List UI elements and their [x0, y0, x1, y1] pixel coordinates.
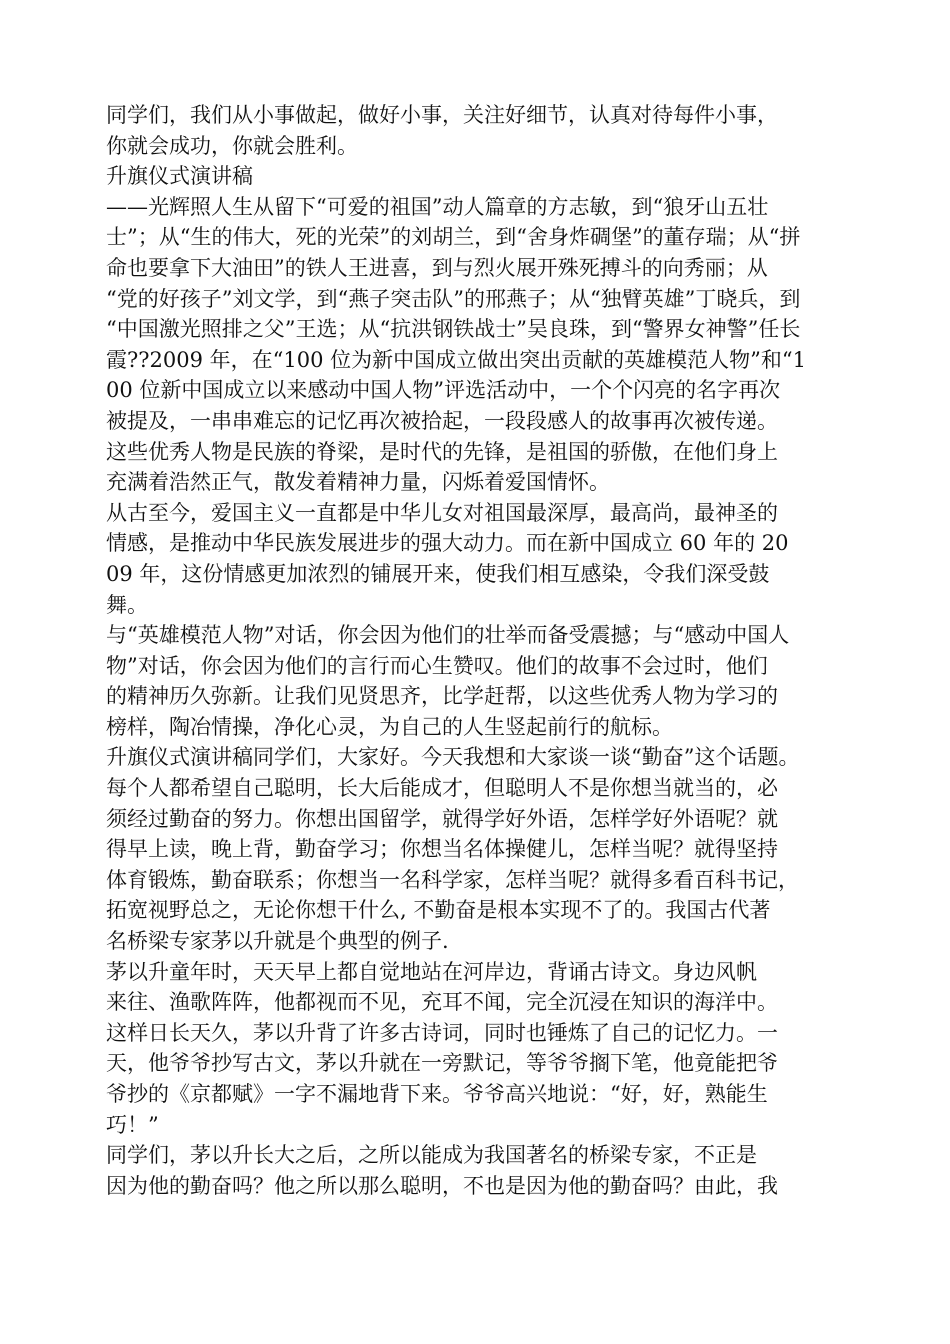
- text-line: 00 位新中国成立以来感动中国人物”评选活动中，一个个闪亮的名字再次: [106, 378, 781, 403]
- text-line: 每个人都希望自己聪明，长大后能成才，但聪明人不是你想当就当的，必: [106, 776, 778, 801]
- text-line: 命也要拿下大油田”的铁人王进喜，到与烈火展开殊死搏斗的向秀丽；从: [106, 255, 768, 280]
- text-line: 被提及，一串串难忘的记忆再次被拾起，一段段感人的故事再次被传递。: [106, 408, 778, 433]
- text-line: “党的好孩子”刘文学，到“燕子突击队”的邢燕子；从“独臂英雄”丁晓兵，到: [106, 286, 801, 311]
- text-line: 名桥梁专家茅以升就是个典型的例子.: [106, 929, 449, 954]
- text-line: 从古至今，爱国主义一直都是中华儿女对祖国最深厚，最高尚，最神圣的: [106, 500, 778, 525]
- text-line: 09 年，这份情感更加浓烈的铺展开来，使我们相互感染，令我们深受鼓: [106, 561, 770, 586]
- text-line: 同学们，我们从小事做起，做好小事，关注好细节，认真对待每件小事，: [106, 103, 778, 127]
- text-line: 与“英雄模范人物”对话，你会因为他们的壮举而备受震撼；与“感动中国人: [106, 623, 790, 648]
- section-heading: 升旗仪式演讲稿: [106, 164, 253, 189]
- text-line: 霞??2009 年，在“100 位为新中国成立做出突出贡献的英雄模范人物”和“1: [106, 347, 806, 372]
- text-line: 舞。: [106, 592, 148, 617]
- text-line: 充满着浩然正气，散发着精神力量，闪烁着爱国情怀。: [106, 470, 610, 495]
- text-line: 物”对话，你会因为他们的言行而心生赞叹。他们的故事不会过时，他们: [106, 653, 768, 678]
- text-line: 的精神历久弥新。让我们见贤思齐，比学赶帮，以这些优秀人物为学习的: [106, 684, 778, 709]
- text-line: 情感，是推动中华民族发展进步的强大动力。而在新中国成立 60 年的 20: [106, 531, 789, 556]
- text-line: 茅以升童年时，天天早上都自觉地站在河岸边，背诵古诗文。身边风帆: [106, 959, 757, 984]
- text-line: 你就会成功，你就会胜利。: [106, 133, 358, 158]
- text-line: 这样日长天久，茅以升背了许多古诗词，同时也锤炼了自己的记忆力。一: [106, 1020, 778, 1045]
- text-line: “中国激光照排之父”王选；从“抗洪钢铁战士”吴良珠，到“警界女神警”任长: [106, 317, 801, 342]
- text-line: ——光辉照人生从留下“可爱的祖国”动人篇章的方志敏，到“狼牙山五壮: [106, 194, 769, 219]
- text-line: 来往、渔歌阵阵，他都视而不见，充耳不闻，完全沉浸在知识的海洋中。: [106, 990, 778, 1015]
- text-line: 同学们，茅以升长大之后，之所以能成为我国著名的桥梁专家，不正是: [106, 1143, 757, 1168]
- text-line: 爷抄的《京都赋》一字不漏地背下来。爷爷高兴地说：“好，好，熟能生: [106, 1082, 768, 1106]
- text-line: 巧！”: [106, 1112, 159, 1137]
- text-line: 体育锻炼，勤奋联系；你想当一名科学家，怎样当呢？就得多看百科书记，: [106, 867, 799, 892]
- text-line: 须经过勤奋的努力。你想出国留学，就得学好外语，怎样学好外语呢？就: [106, 806, 778, 831]
- text-line: 士”；从“生的伟大，死的光荣”的刘胡兰，到“舍身炸碉堡”的董存瑞；从“拼: [106, 225, 801, 250]
- text-line: 榜样，陶冶情操，净化心灵，为自己的人生竖起前行的航标。: [106, 714, 673, 739]
- text-line: 拓宽视野总之，无论你想干什么, 不勤奋是根本实现不了的。我国古代著: [106, 898, 771, 923]
- text-line: 升旗仪式演讲稿同学们，大家好。今天我想和大家谈一谈“勤奋”这个话题。: [106, 745, 800, 770]
- text-line: 这些优秀人物是民族的脊梁，是时代的先锋，是祖国的骄傲，在他们身上: [106, 439, 778, 464]
- text-line: 天，他爷爷抄写古文，茅以升就在一旁默记，等爷爷搁下笔，他竟能把爷: [106, 1051, 778, 1076]
- text-line: 因为他的勤奋吗？他之所以那么聪明，不也是因为他的勤奋吗？由此，我: [106, 1173, 778, 1198]
- document-body: [106, 100, 858, 1201]
- text-line: 得早上读，晚上背，勤奋学习；你想当名体操健儿，怎样当呢？就得坚持: [106, 837, 778, 862]
